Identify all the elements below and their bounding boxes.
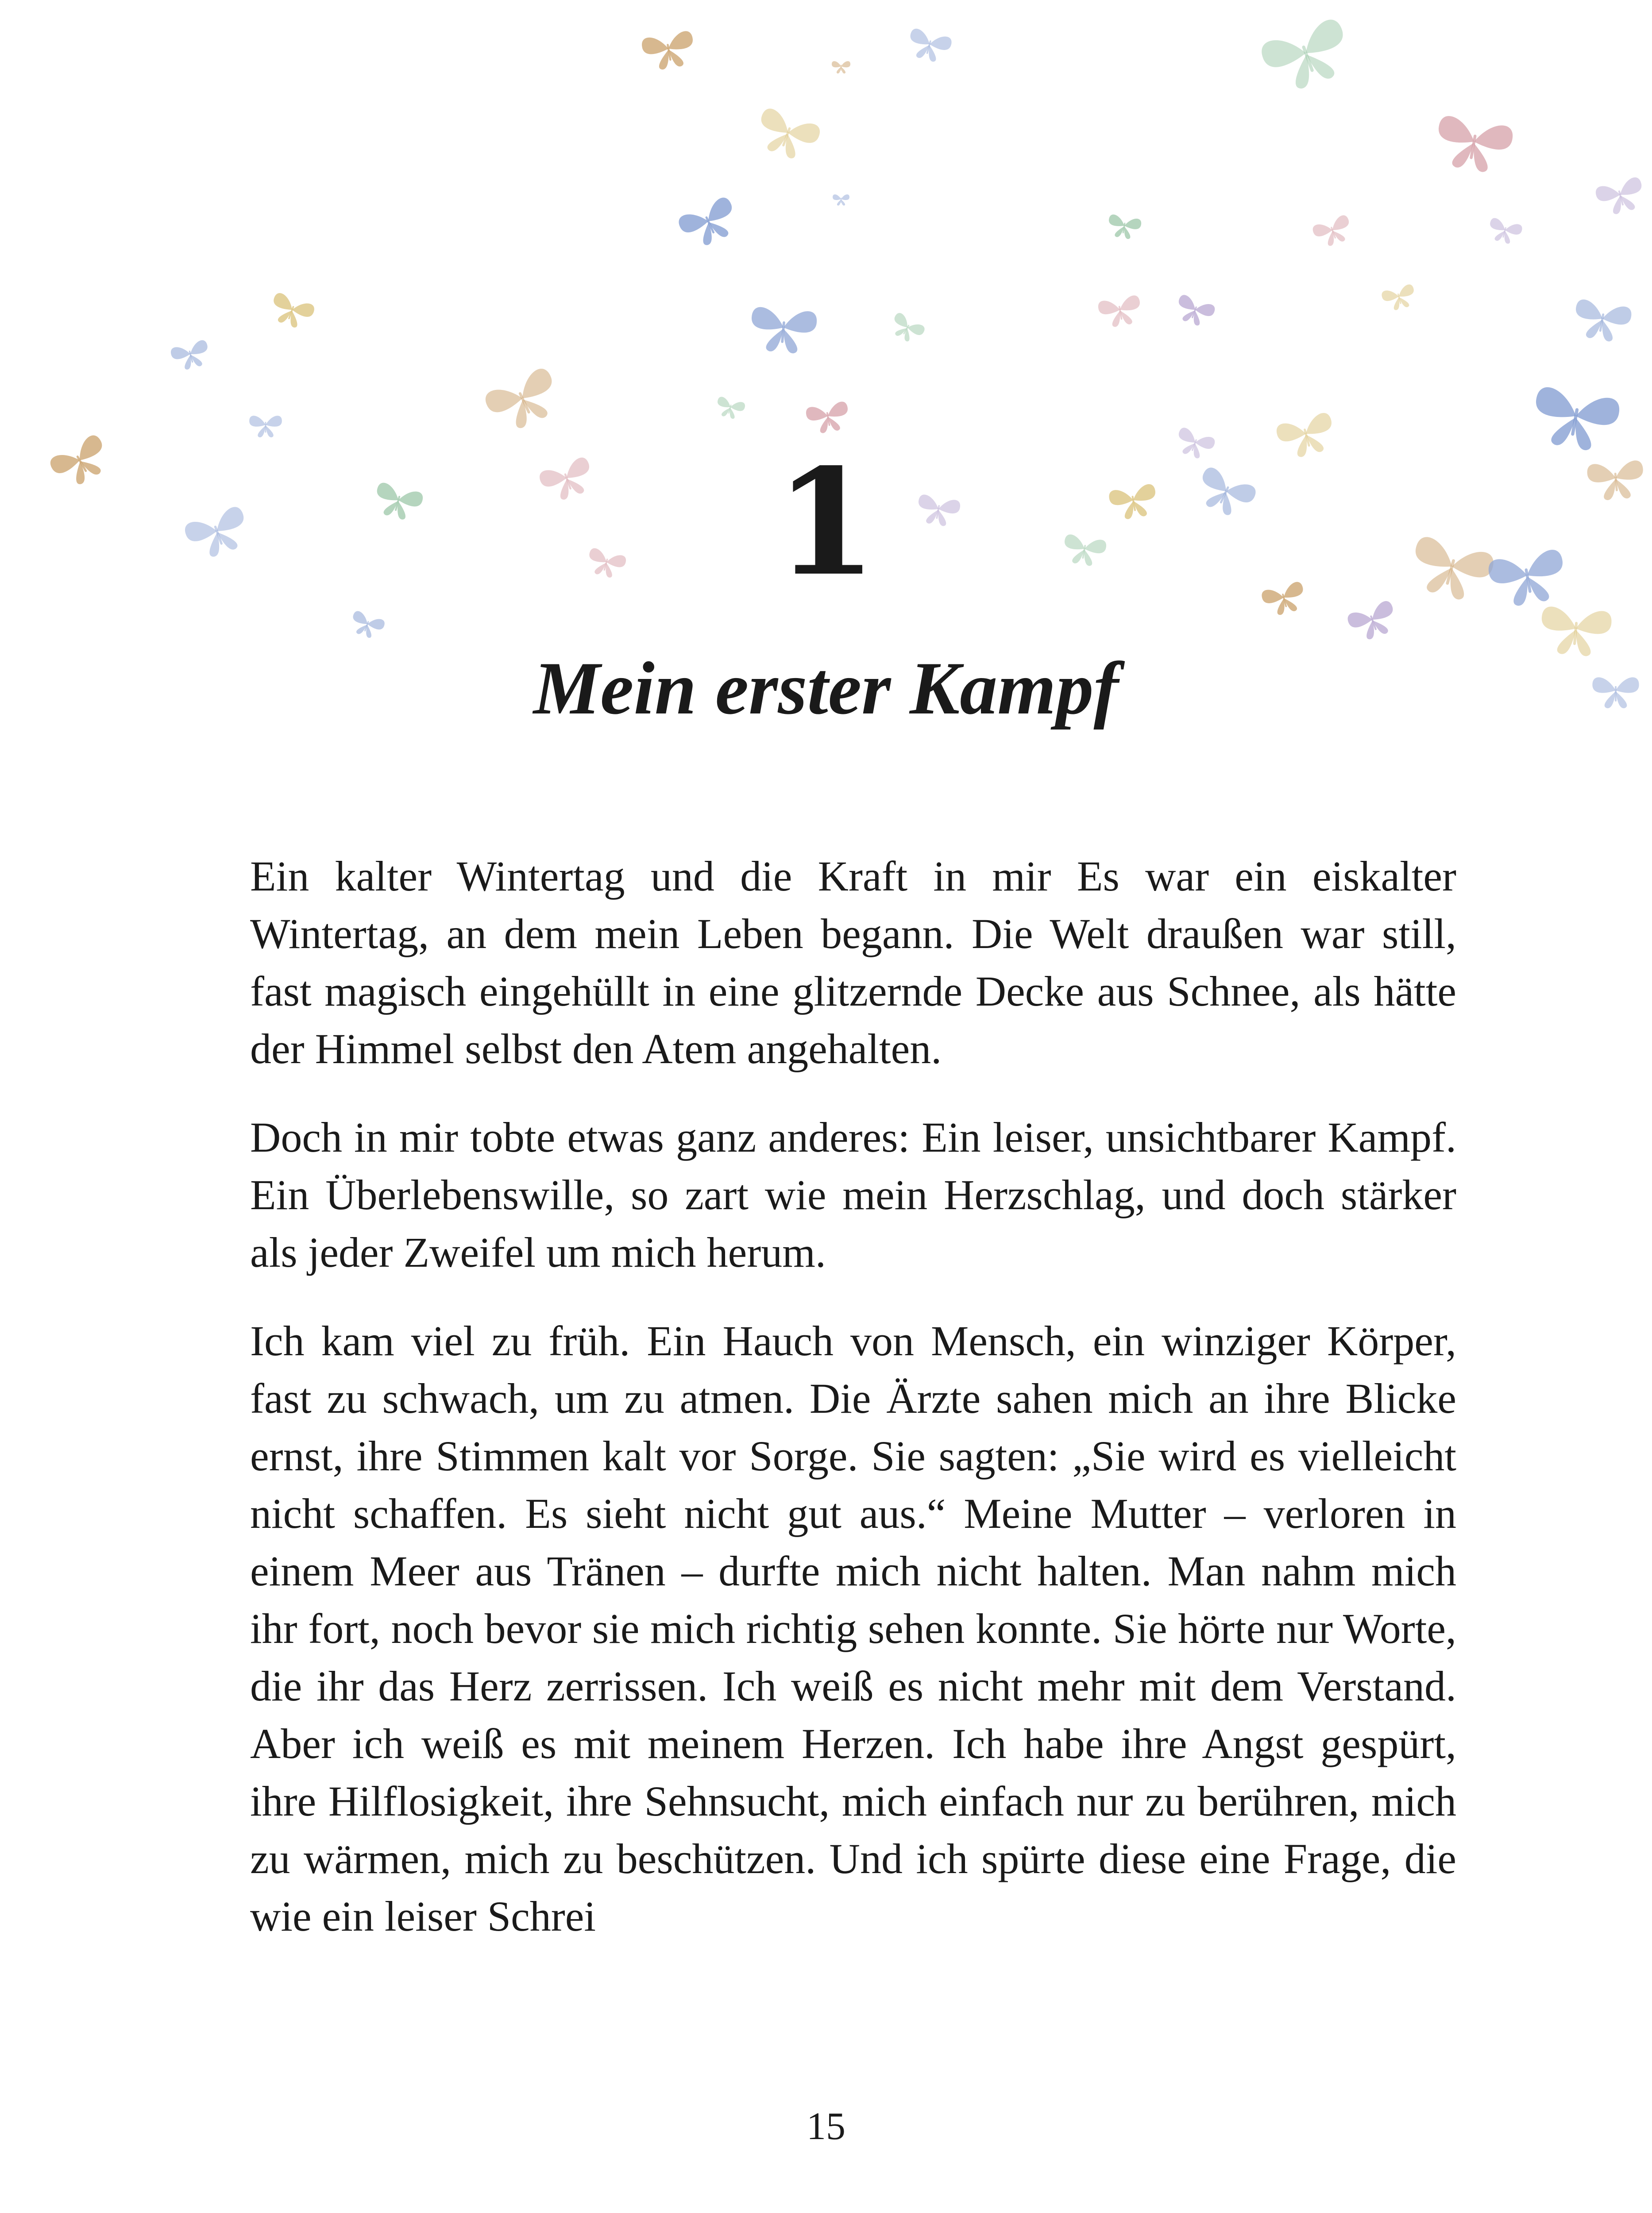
butterfly-icon — [267, 292, 316, 332]
chapter-body — [250, 848, 1456, 1976]
paragraph: Doch in mir tobte etwas ganz anderes: Ein leiser, unsichtbarer Kampf. Ein Überlebenswille, so zart wie mein Herzschlag, und doch stärker als jeder Zweifel um mich herum. — [250, 1114, 1456, 1276]
butterfly-icon — [1381, 283, 1418, 312]
butterfly-icon — [1258, 16, 1356, 97]
butterfly-icon — [641, 30, 697, 73]
paragraph: Ich kam viel zu früh. Ein Hauch von Mensch, ein winziger Körper, fast zu schwach, um zu atmen. Die Ärzte sahen mich an ihre Blicke ernst, ihre Stimmen kalt vor Sorge. Sie sagten: „Sie wird es vielleicht nicht schaffen. Es sieht nicht gut aus.“ Meine Mutter – verloren in einem Meer aus Tränen – durfte mich nicht halten. Man nahm mich ihr fort, noch bevor sie mich richtig sehen konnte. Sie hörte nur Worte, die ihr das Herz zerrissen. Ich weiß es nicht mehr mit dem Verstand. Aber ich weiß es mit meinem Herzen. Ich habe ihre Angst gespürt, ihre Hilflosigkeit, ihre Sehnsucht, mich einfach nur zu berühren, mich zu wärmen, mich zu beschützen. Und ich spürte diese eine Frage, die wie ein leiser Schrei — [250, 1317, 1456, 1940]
butterfly-icon — [805, 401, 851, 435]
butterfly-icon — [752, 106, 822, 165]
butterfly-icon — [1097, 294, 1143, 329]
butterfly-icon — [348, 610, 386, 641]
butterfly-icon — [832, 61, 850, 73]
butterfly-icon — [1571, 298, 1633, 345]
chapter-title: Mein erster Kampf — [533, 647, 1119, 730]
butterfly-icon — [1173, 293, 1216, 329]
page-number: 15 — [807, 2105, 845, 2148]
butterfly-icon — [482, 366, 565, 437]
butterfly-icon — [749, 306, 818, 355]
butterfly-icon — [1594, 176, 1647, 218]
butterfly-icon — [1486, 217, 1523, 246]
butterfly-icon — [1346, 599, 1400, 644]
butterfly-icon — [676, 195, 743, 252]
butterfly-icon — [714, 396, 746, 421]
butterfly-decoration — [0, 0, 1652, 752]
butterfly-icon — [905, 27, 953, 65]
paragraph: Ein kalter Wintertag und die Kraft in mir Es war ein eiskalter Wintertag, an dem mein Leben begann. Die Welt draußen war still, fast magisch eingehüllt in eine glitzernde Decke aus Schnee, als hätte der Himmel selbst den Atem angehalten. — [250, 852, 1456, 1072]
butterfly-icon — [887, 312, 926, 347]
butterfly-icon — [1311, 214, 1355, 250]
butterfly-icon — [1432, 115, 1514, 176]
butterfly-icon — [833, 194, 849, 205]
butterfly-icon — [249, 416, 282, 437]
butterfly-icon — [170, 339, 212, 373]
butterfly-icon — [1106, 214, 1142, 241]
chapter-number: 1 — [775, 436, 877, 608]
